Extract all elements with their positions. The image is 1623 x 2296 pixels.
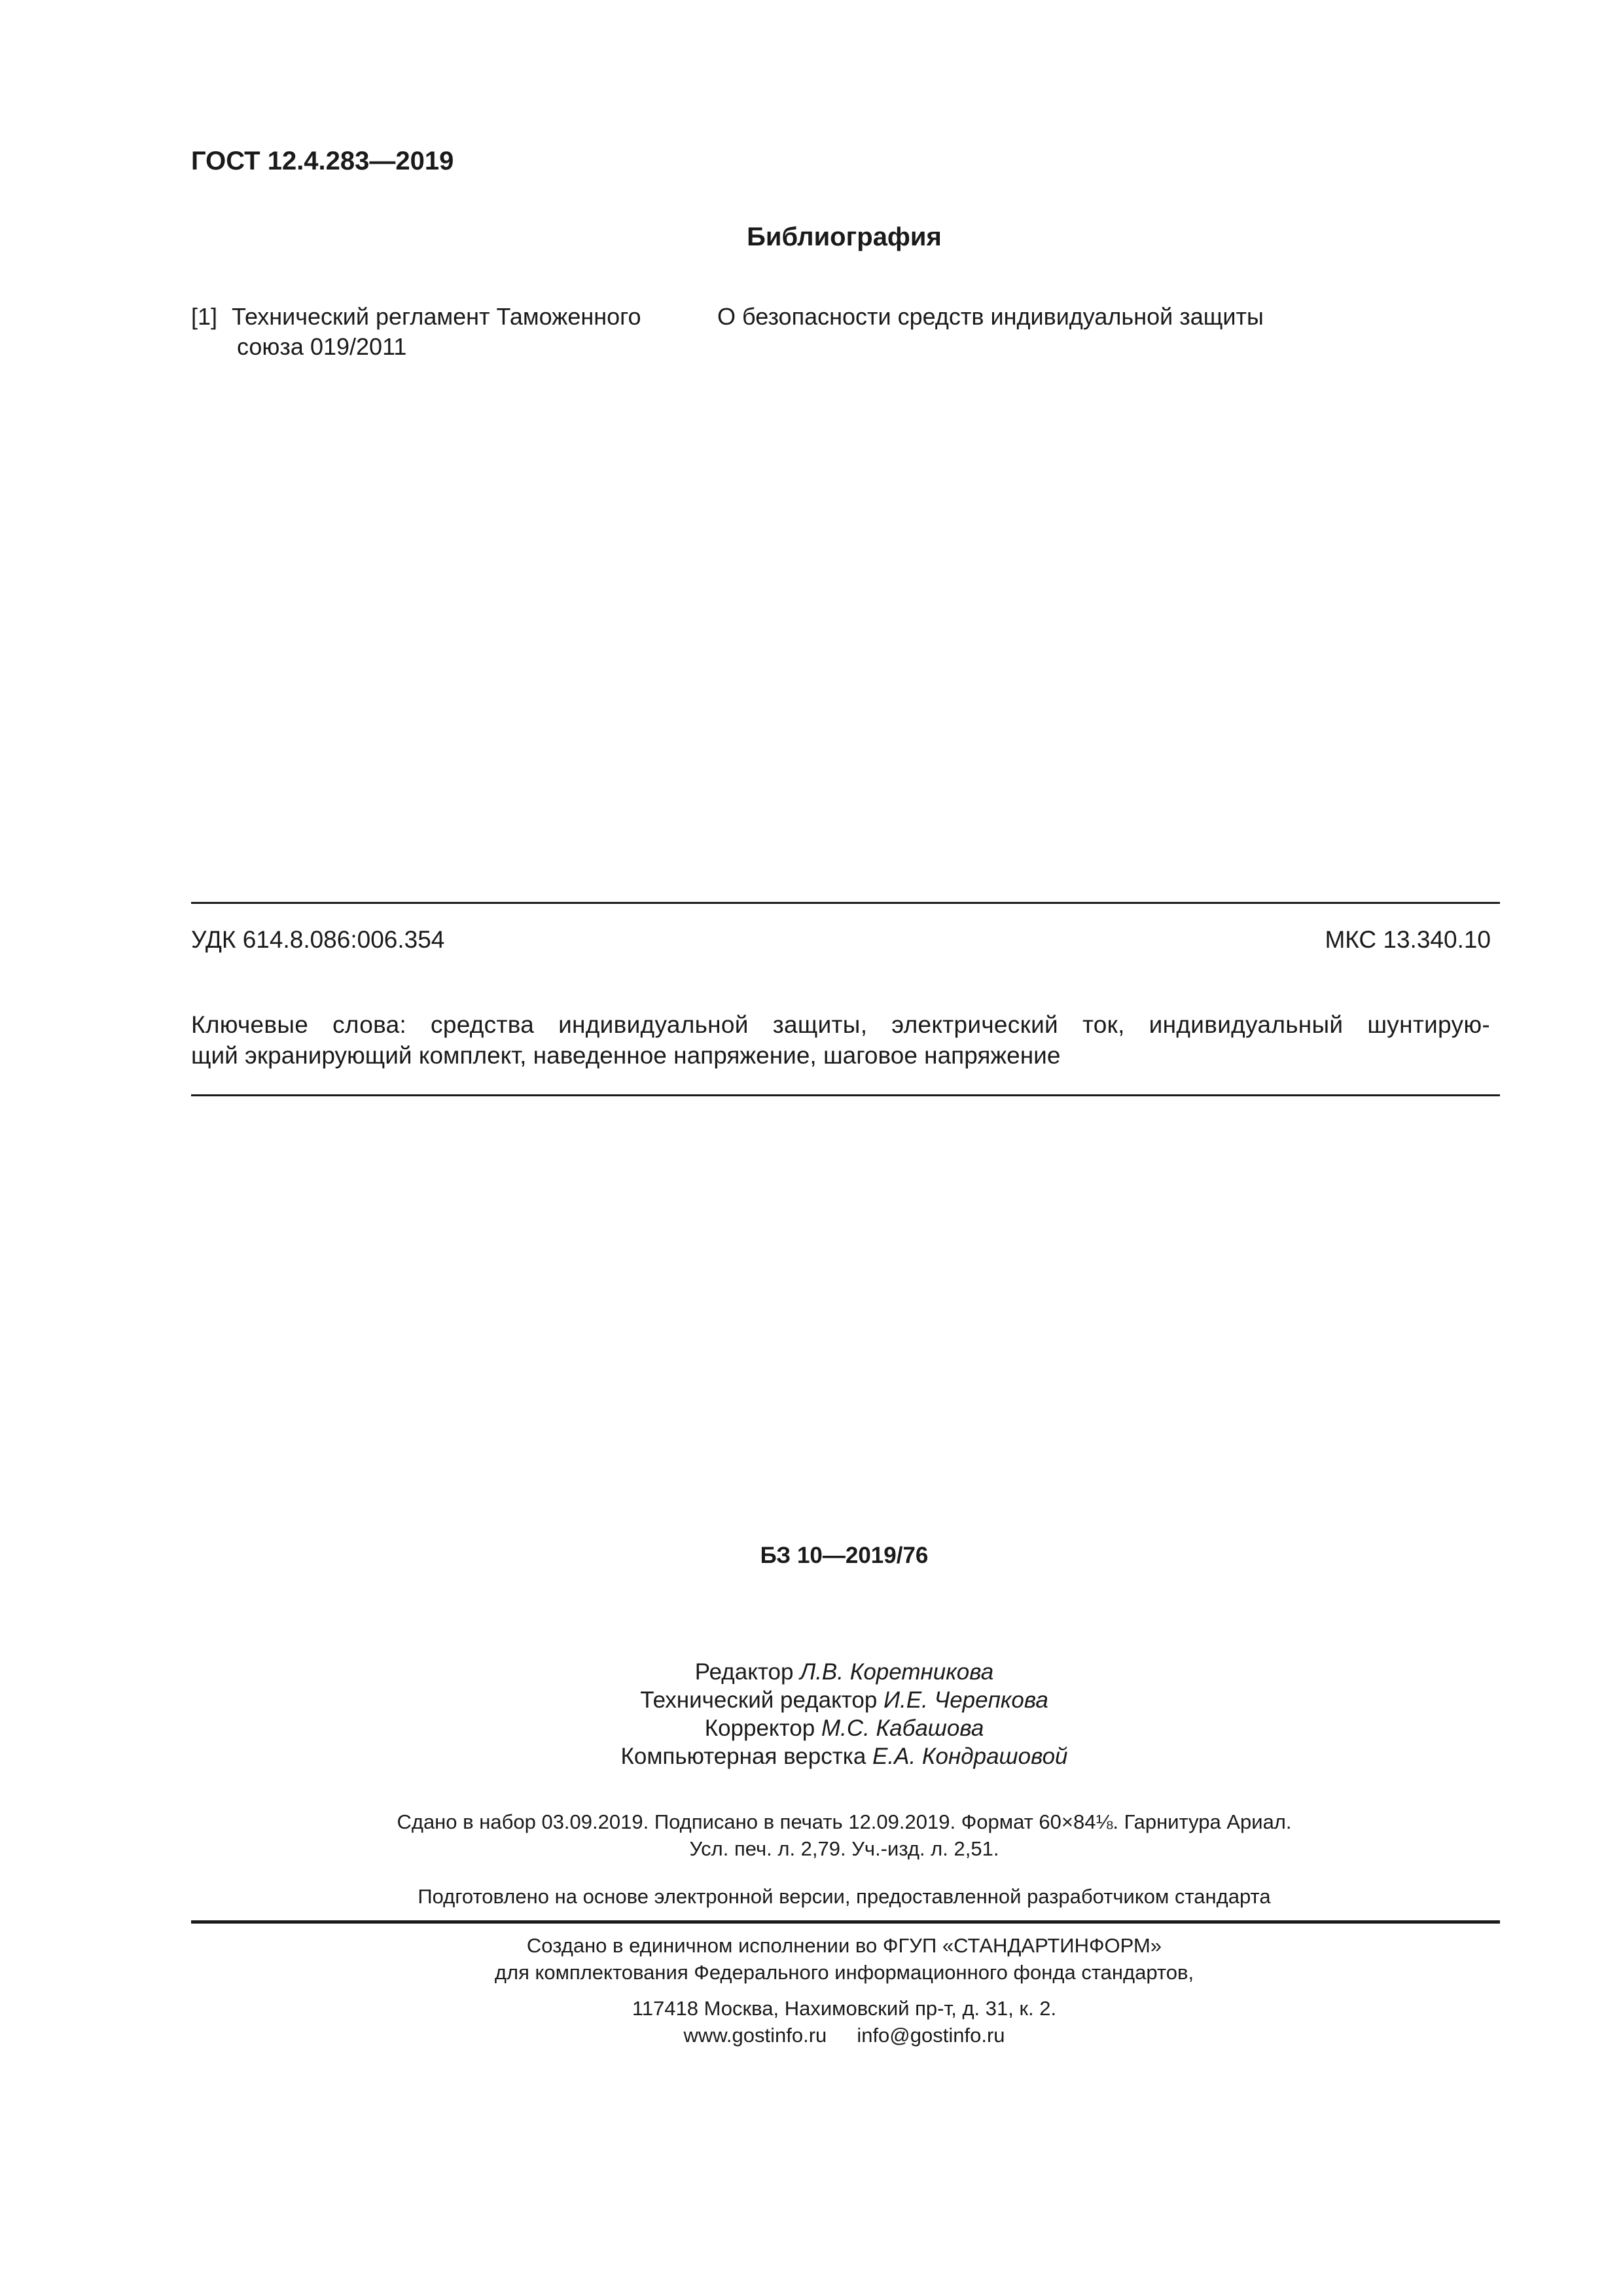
document-code: ГОСТ 12.4.283—2019 — [191, 147, 454, 175]
entry-title: О безопасности средств индивидуальной защиты — [717, 303, 1264, 330]
staff-name: М.С. Кабашова — [821, 1715, 984, 1741]
staff-role: Компьютерная верстка — [620, 1744, 866, 1769]
staff-tech-editor — [0, 1687, 1623, 1713]
staff-name: Л.В. Коретникова — [800, 1659, 994, 1685]
divider-top — [191, 902, 1500, 904]
publisher-contacts — [0, 2024, 1623, 2047]
print-info-line1: Сдано в набор 03.09.2019. Подписано в печать 12.09.2019. Формат 60×84⅛. Гарнитура Ариал. — [397, 1810, 1292, 1833]
staff-layout — [0, 1744, 1623, 1770]
entry-number: [1] — [191, 303, 218, 330]
bz-number: БЗ 10—2019/76 — [760, 1543, 929, 1568]
staff-name: Е.А. Кондрашовой — [872, 1744, 1068, 1769]
staff-corrector — [0, 1715, 1623, 1742]
mks-code: МКС 13.340.10 — [1325, 926, 1491, 953]
divider-thick — [191, 1920, 1500, 1924]
created-line1: Создано в единичном исполнении во ФГУП «СТАНДАРТИНФОРМ» — [526, 1934, 1162, 1957]
divider-keywords — [191, 1094, 1500, 1096]
website-link[interactable]: www.gostinfo.ru — [683, 2024, 827, 2047]
publisher-address: 117418 Москва, Нахимовский пр-т, д. 31, к. 2. — [632, 1997, 1057, 2020]
prepared-note: Подготовлено на основе электронной версии, предоставленной разработчиком стандарта — [418, 1885, 1271, 1908]
staff-role: Корректор — [704, 1715, 815, 1741]
entry-source-line1: Технический регламент Таможенного — [232, 303, 641, 330]
print-info-line2: Усл. печ. л. 2,79. Уч.-изд. л. 2,51. — [689, 1837, 999, 1860]
udk-code: УДК 614.8.086:006.354 — [191, 926, 445, 953]
created-line2: для комплектования Федерального информационного фонда стандартов, — [494, 1961, 1194, 1984]
staff-editor — [0, 1659, 1623, 1685]
keywords-line1: Ключевые слова: средства индивидуальной защиты, электрический ток, индивидуальный шунтирую- — [191, 1011, 1490, 1038]
staff-name: И.Е. Черепкова — [883, 1687, 1048, 1713]
entry-source-line2: союза 019/2011 — [237, 333, 407, 360]
keywords-line2: щий экранирующий комплект, наведенное напряжение, шаговое напряжение — [191, 1042, 1061, 1069]
email-link[interactable]: info@gostinfo.ru — [857, 2024, 1005, 2047]
staff-role: Технический редактор — [640, 1687, 878, 1713]
bibliography-title: Библиография — [747, 223, 942, 251]
staff-role: Редактор — [694, 1659, 794, 1685]
